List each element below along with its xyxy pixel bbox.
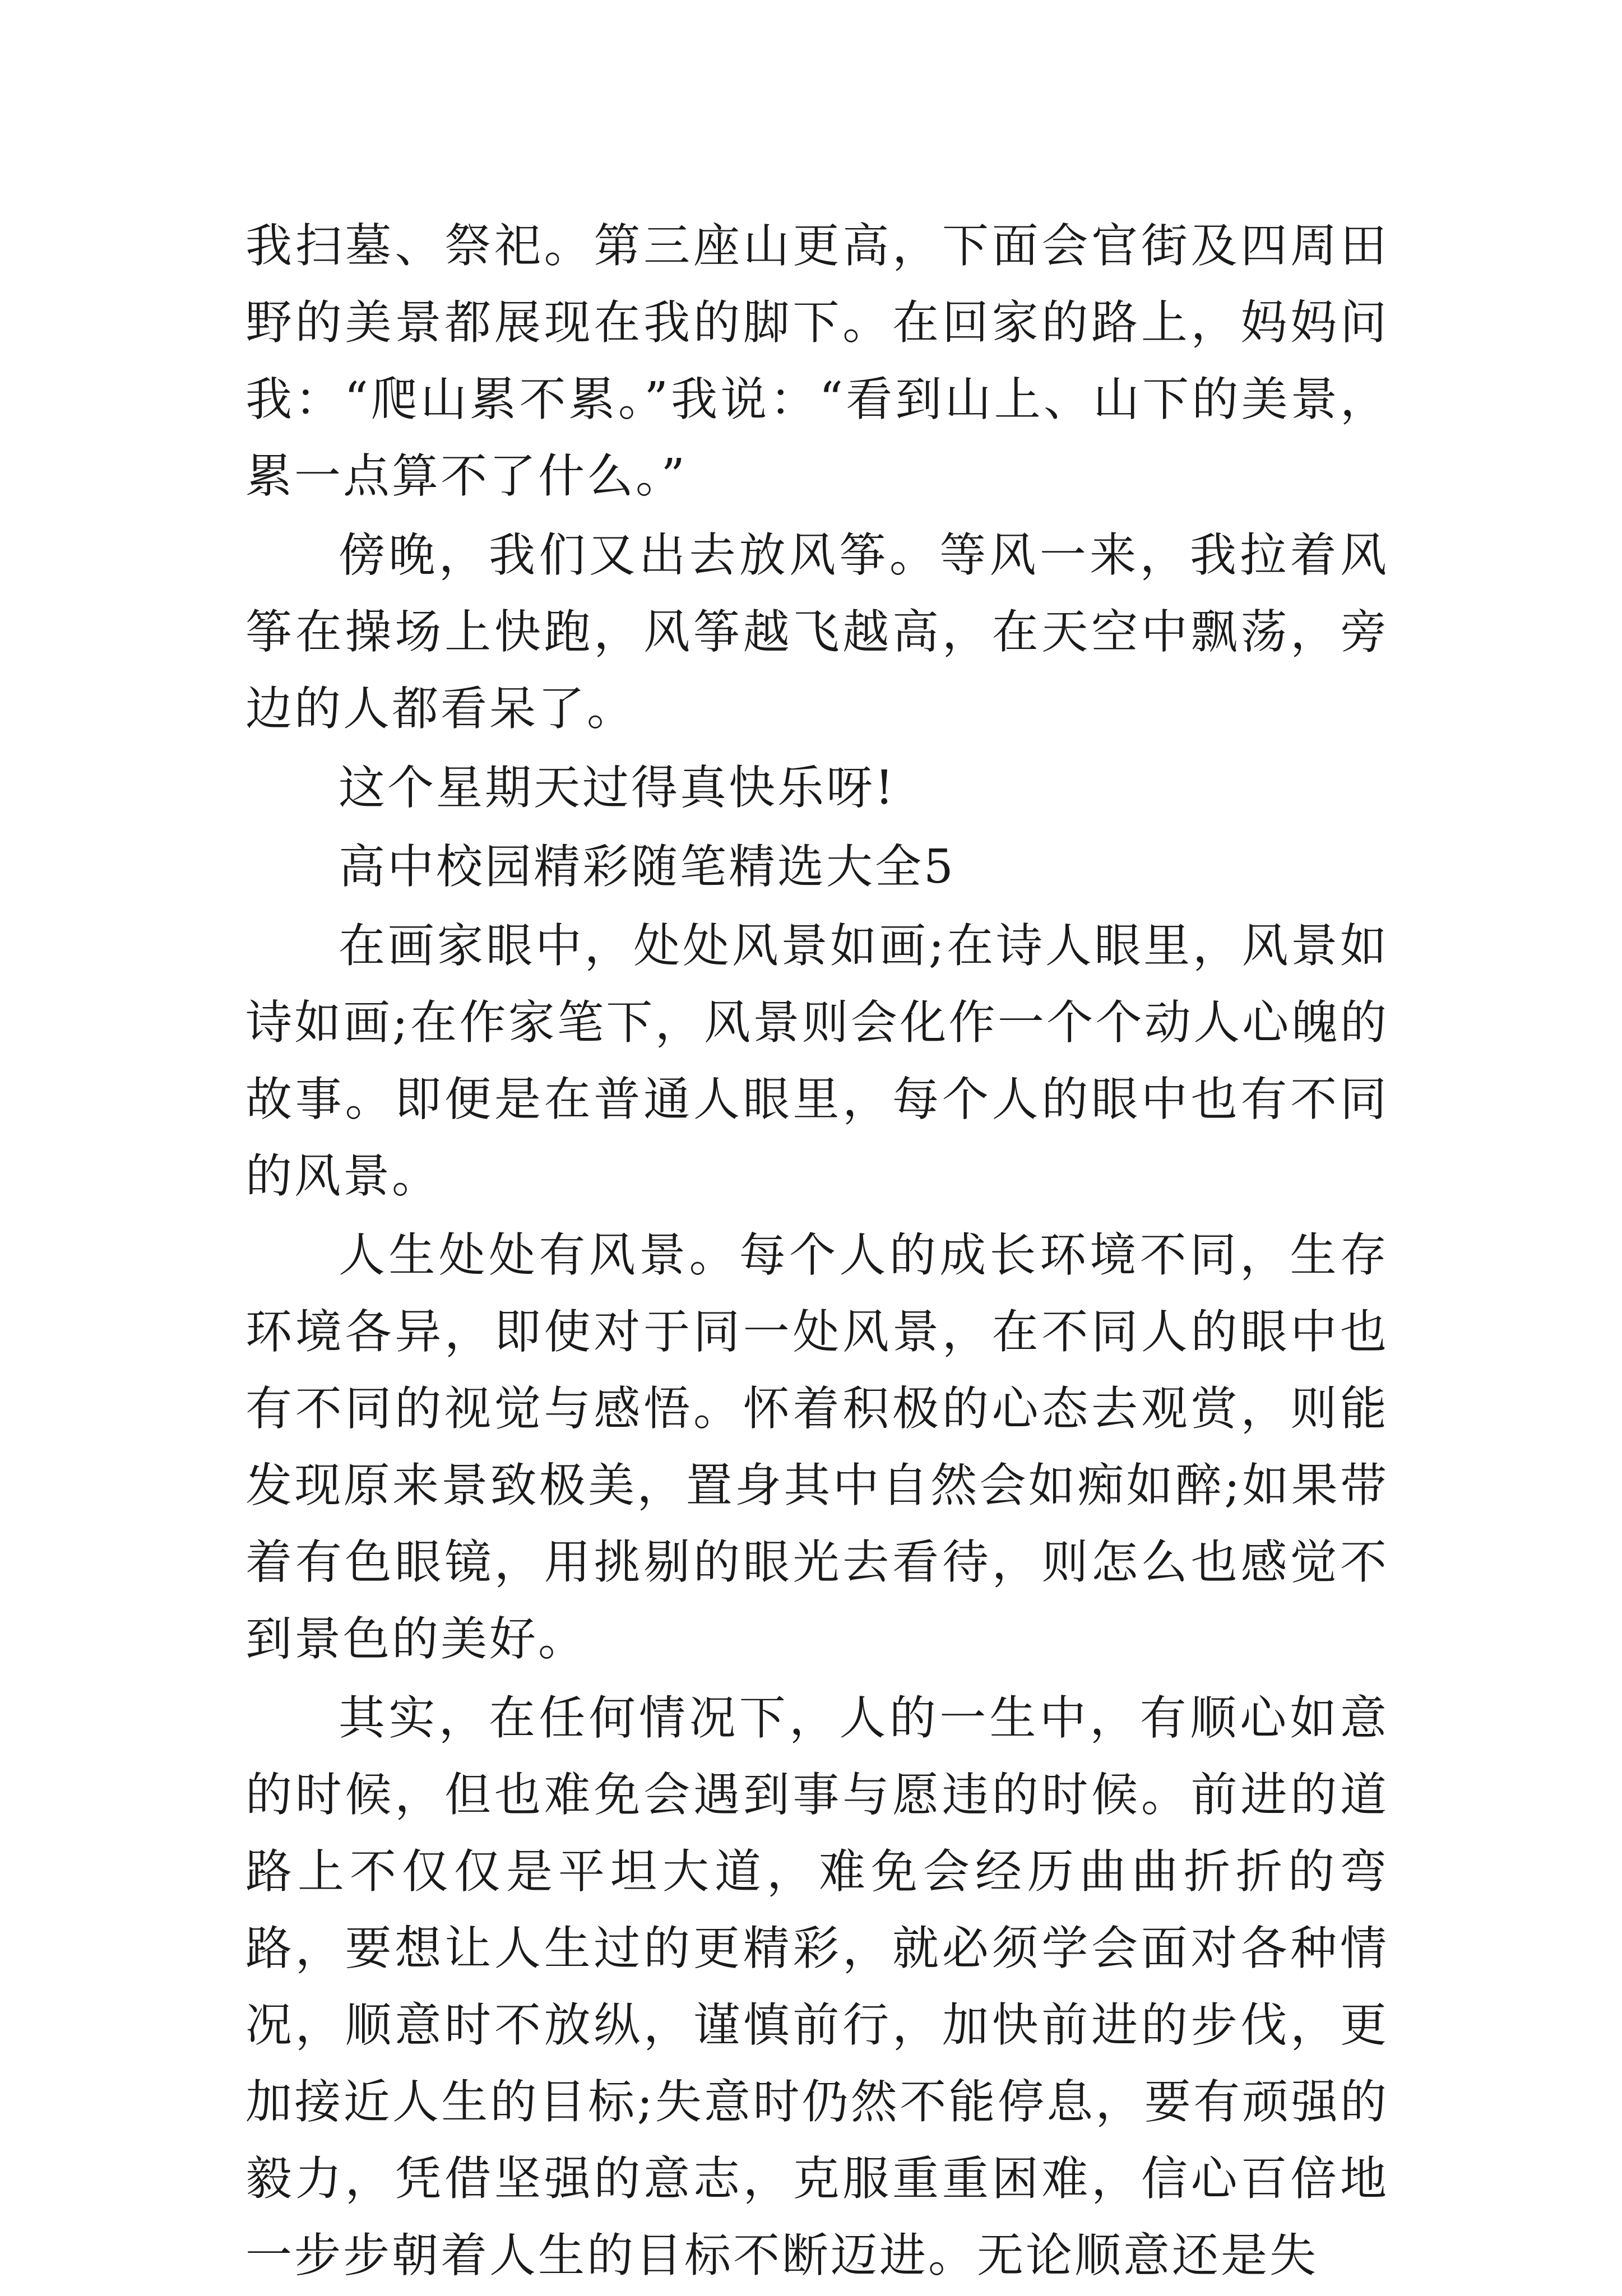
paragraph: 其实，在任何情况下，人的一生中，有顺心如意的时候，但也难免会遇到事与愿违的时候。前进的道路上不仅仅是平坦大道，难免会经历曲曲折折的弯路，要想让人生过的更精彩，就必须学会面对各种情况，顺意时不放纵，谨慎前行，加快前进的步伐，更加接近人生的目标;失意时仍然不能停息，要有顽强的毅力，凭借坚强的意志，克服重重困难，信心百倍地一步步朝着人生的目标不断迈进。无论顺意还是失 xyxy=(245,1691,1389,2283)
paragraph: 傍晚，我们又出去放风筝。等风一来，我拉着风筝在操场上快跑，风筝越飞越高，在天空中飘荡，旁边的人都看呆了。 xyxy=(245,528,1389,736)
paragraph: 在画家眼中，处处风景如画;在诗人眼里，风景如诗如画;在作家笔下，风景则会化作一个个动人心魄的故事。即便是在普通人眼里，每个人的眼中也有不同的风景。 xyxy=(245,919,1389,1203)
paragraph: 人生处处有风景。每个人的成长环境不同，生存环境各异，即使对于同一处风景，在不同人的眼中也有不同的视觉与感悟。怀着积极的心态去观赏，则能发现原来景致极美，置身其中自然会如痴如醉;如果带着有色眼镜，用挑剔的眼光去看待，则怎么也感觉不到景色的美好。 xyxy=(245,1228,1389,1666)
document-body xyxy=(245,207,1389,2296)
paragraph-continuation: 我扫墓、祭祀。第三座山更高，下面会官街及四周田野的美景都展现在我的脚下。在回家的路上，妈妈问我：“爬山累不累。”我说：“看到山上、山下的美景，累一点算不了什么。” xyxy=(245,219,1389,503)
paragraph: 这个星期天过得真快乐呀! xyxy=(339,760,896,815)
section-heading: 高中校园精彩随笔精选大全5 xyxy=(339,839,956,894)
